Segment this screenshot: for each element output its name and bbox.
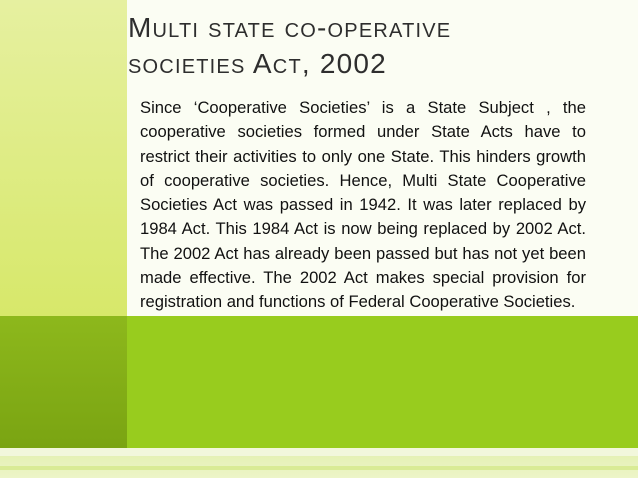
left-accent-band-top [0, 0, 127, 316]
content-panel-bottom [127, 316, 638, 448]
left-accent-band-bottom [0, 316, 127, 448]
slide-body-text: Since ‘Cooperative Societies’ is a State Subject , the cooperative societies formed under State Acts have to restrict their activities to only one State. This hinders growth of cooperative societies. Hence, Multi State Cooperative Societies Act was passed in 1942. It was later replaced by 1984 Act. This 1984 Act is now being replaced by 2002 Act. The 2002 Act has already been passed but has not yet been made effective. The 2002 Act makes special provision for registration and functions of Federal Cooperative Societies. [140, 98, 586, 312]
slide-title-line-2: societies Act, 2002 [128, 48, 387, 79]
slide-title [128, 10, 618, 82]
slide-title-line-1: Multi state co-operative [128, 12, 452, 43]
footer-stripe-line [0, 466, 638, 470]
footer-stripe-light [0, 448, 638, 456]
